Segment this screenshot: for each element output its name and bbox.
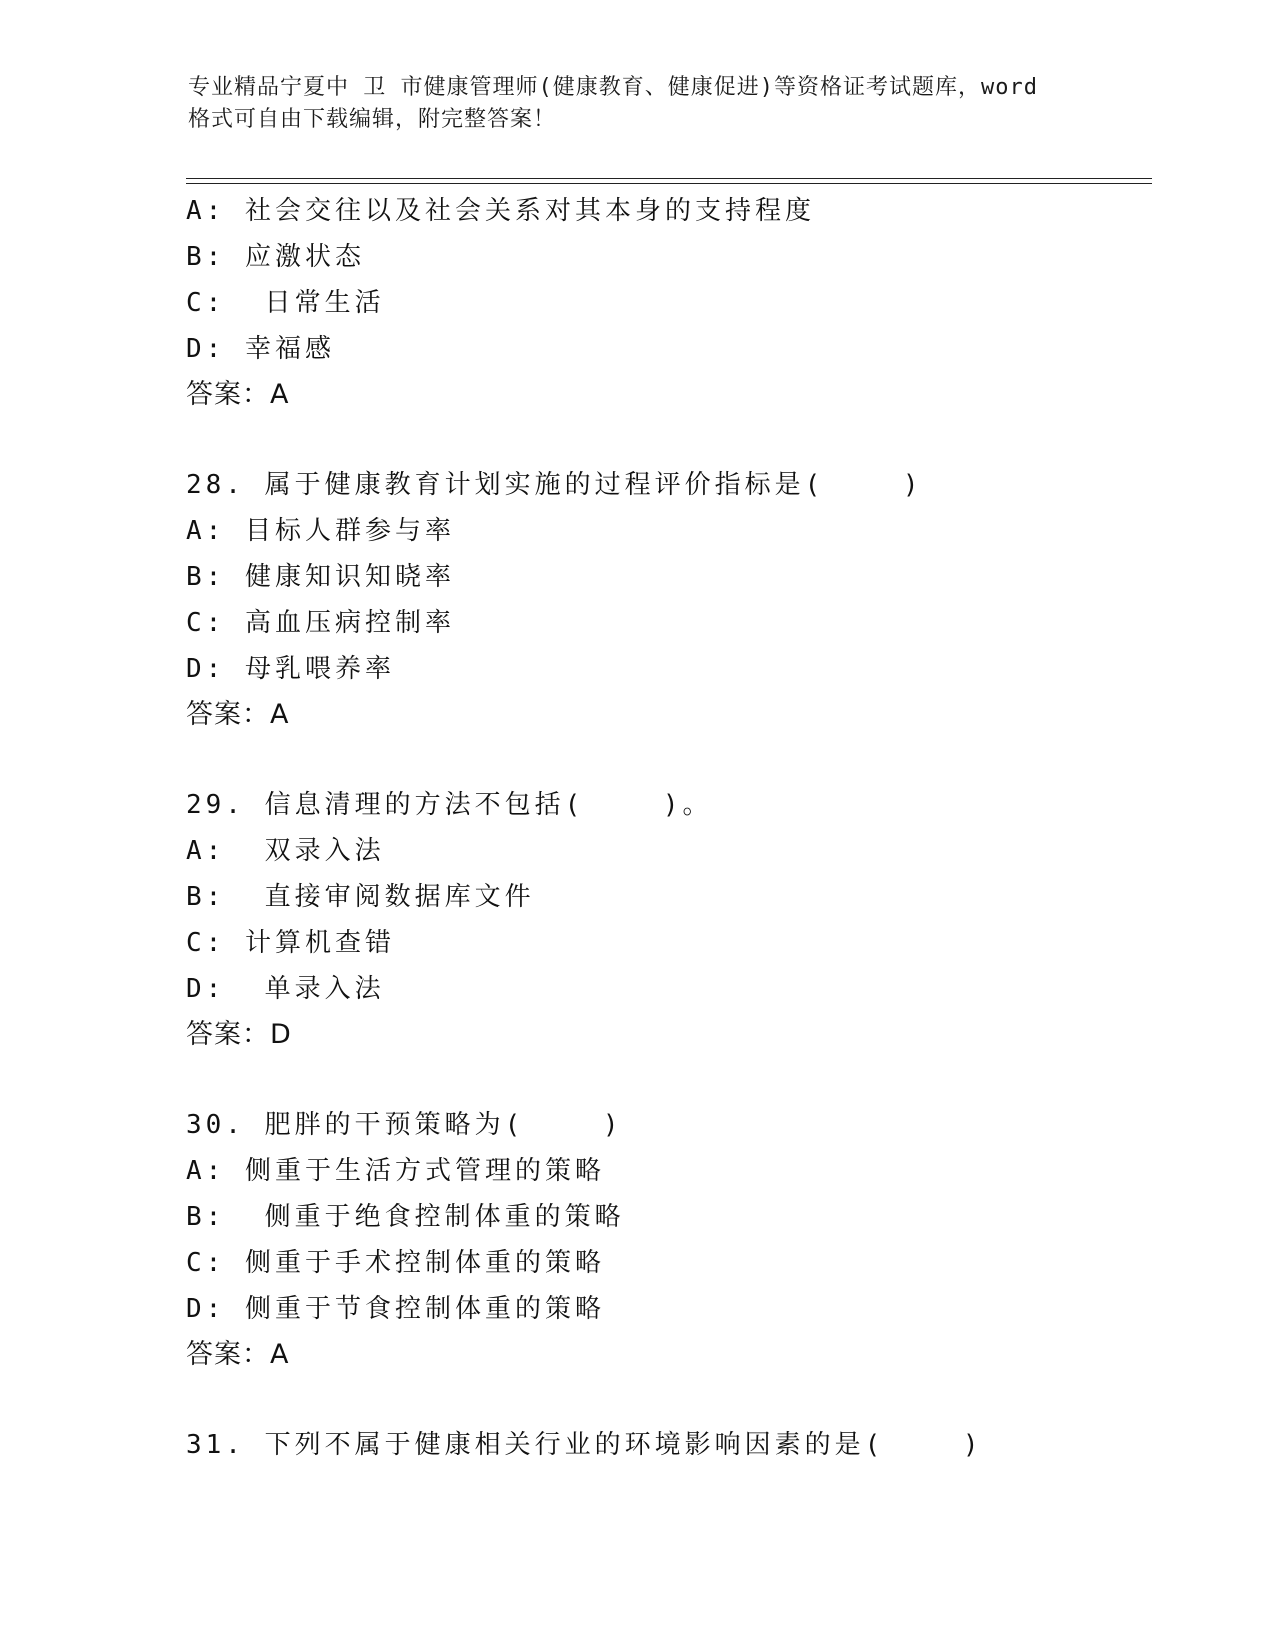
answer-text: 答案：A: [186, 1339, 290, 1370]
option-d: D: 侧重于节食控制体重的策略: [186, 1294, 605, 1324]
answer-text: 答案：D: [186, 1019, 292, 1050]
question-text: 30. 肥胖的干预策略为( ): [186, 1110, 623, 1140]
header-line-2: 格式可自由下载编辑，附完整答案！: [188, 107, 557, 132]
option-a: A: 社会交往以及社会关系对其本身的支持程度: [186, 196, 815, 226]
question-block-27: [186, 188, 1146, 418]
option-d: D: 母乳喂养率: [186, 654, 395, 684]
option-b: B: 直接审阅数据库文件: [186, 882, 535, 912]
header-divider-bottom: [186, 183, 1152, 184]
answer-text: 答案：A: [186, 379, 290, 410]
question-block-31: [186, 1422, 1146, 1468]
question-text: 31. 下列不属于健康相关行业的环境影响因素的是( ): [186, 1430, 983, 1460]
option-c: C: 高血压病控制率: [186, 608, 455, 638]
question-text: 29. 信息清理的方法不包括( )。: [186, 790, 713, 820]
question-block-28: [186, 462, 1146, 738]
question-text: 28. 属于健康教育计划实施的过程评价指标是( ): [186, 470, 923, 500]
option-a: A: 侧重于生活方式管理的策略: [186, 1156, 605, 1186]
option-d: D: 单录入法: [186, 974, 385, 1004]
option-a: A: 双录入法: [186, 836, 385, 866]
option-c: C: 计算机查错: [186, 928, 395, 958]
option-b: B: 侧重于绝食控制体重的策略: [186, 1202, 625, 1232]
option-c: C: 日常生活: [186, 288, 385, 318]
document-header: [188, 72, 1088, 136]
option-a: A: 目标人群参与率: [186, 516, 455, 546]
option-d: D: 幸福感: [186, 334, 335, 364]
answer-text: 答案：A: [186, 699, 290, 730]
option-b: B: 应激状态: [186, 242, 365, 272]
question-block-29: [186, 782, 1146, 1058]
header-divider-top: [186, 178, 1152, 179]
option-b: B: 健康知识知晓率: [186, 562, 455, 592]
header-line-1: 专业精品宁夏中 卫 市健康管理师(健康教育、健康促进)等资格证考试题库，word: [188, 75, 1038, 100]
question-list: [186, 188, 1146, 1468]
question-block-30: [186, 1102, 1146, 1378]
option-c: C: 侧重于手术控制体重的策略: [186, 1248, 605, 1278]
